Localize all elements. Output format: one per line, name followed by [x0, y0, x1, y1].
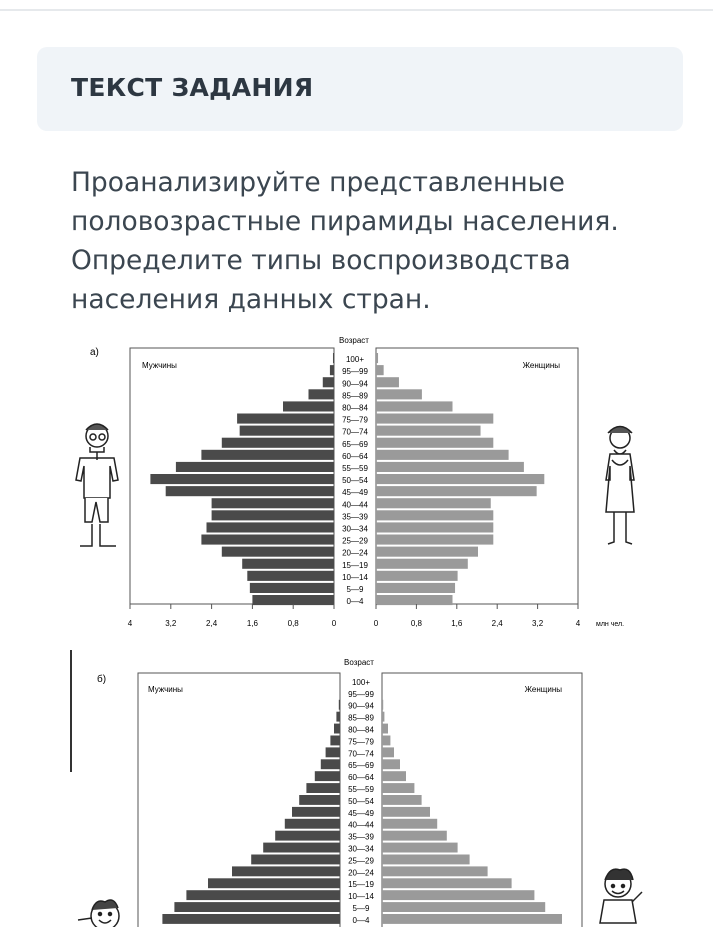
male-bar	[330, 365, 334, 375]
male-bar	[252, 595, 334, 605]
age-group-label: 70—74	[342, 427, 368, 437]
male-bar	[285, 819, 340, 829]
pyramid-chart-b	[0, 648, 713, 927]
x-tick-label: 4	[575, 619, 581, 628]
female-bar	[382, 831, 447, 841]
age-group-label: 55—59	[342, 464, 368, 473]
female-bar	[382, 795, 422, 805]
male-bar	[176, 462, 334, 472]
male-bar	[201, 450, 334, 460]
male-bar	[309, 389, 335, 399]
female-bar	[376, 547, 478, 557]
female-bar	[376, 377, 399, 387]
x-tick-label: 0,8	[410, 619, 422, 628]
question-line: половозрастные пирамиды населения.	[71, 206, 619, 237]
male-bar	[222, 438, 334, 448]
female-bar	[382, 712, 384, 722]
male-bar	[201, 535, 334, 545]
x-tick-label: 4	[127, 619, 133, 628]
male-bar	[333, 353, 334, 363]
male-label: Мужчины	[148, 685, 183, 694]
female-bar	[382, 843, 458, 853]
male-bar	[174, 902, 340, 912]
male-bar	[166, 486, 334, 496]
female-bar	[376, 535, 493, 545]
age-group-label: 0—4	[346, 597, 364, 607]
age-group-label: 25—29	[348, 856, 374, 866]
age-group-label: 65—69	[342, 439, 368, 449]
age-group-label: 85—89	[342, 391, 368, 401]
male-bar	[186, 890, 340, 900]
female-bar	[382, 855, 470, 865]
male-bar	[275, 831, 340, 841]
male-bar	[323, 377, 334, 387]
male-bar	[212, 510, 334, 520]
age-group-label: 90—94	[348, 701, 374, 711]
age-group-label: 25—29	[342, 536, 368, 546]
age-group-label: 15—19	[342, 560, 368, 570]
male-label: Мужчины	[142, 361, 177, 370]
male-bar	[339, 700, 340, 710]
x-tick-label: 0,8	[287, 619, 299, 628]
age-group-label: 70—74	[348, 749, 374, 759]
top-divider	[0, 9, 713, 11]
male-bar	[237, 414, 334, 424]
age-group-label: 40—44	[342, 500, 368, 510]
male-bar	[315, 771, 340, 781]
age-group-label: 100+	[345, 355, 365, 365]
female-bar	[376, 426, 481, 436]
age-group-label: 50—54	[342, 476, 368, 486]
unit-label: млн чел.	[596, 621, 625, 628]
age-group-label: 55—59	[348, 785, 374, 794]
male-bar	[321, 759, 340, 769]
female-bar	[382, 914, 562, 924]
male-bar	[251, 855, 340, 865]
age-group-label: 5—9	[346, 585, 364, 594]
male-bar	[240, 426, 334, 436]
age-group-label: 20—24	[348, 868, 374, 878]
male-bar	[222, 547, 334, 557]
female-bar	[376, 389, 422, 399]
female-bar	[376, 353, 378, 363]
male-bar	[247, 571, 334, 581]
task-header-title: ТЕКСТ ЗАДАНИЯ	[71, 73, 314, 102]
male-bar	[150, 474, 334, 484]
panel-label: б)	[97, 674, 107, 685]
female-bar	[382, 878, 512, 888]
male-bar	[336, 712, 340, 722]
age-group-label: 50—54	[348, 796, 374, 806]
age-group-label: 30—34	[348, 844, 374, 854]
female-bar	[382, 736, 390, 746]
age-group-label: 60—64	[348, 773, 374, 783]
man-illustration	[76, 424, 118, 546]
age-group-label: 75—79	[342, 415, 368, 425]
female-bar	[382, 902, 545, 912]
x-tick-label: 1,6	[246, 619, 258, 628]
male-bar	[250, 583, 334, 593]
age-group-label: 80—84	[342, 403, 368, 413]
male-bar	[162, 914, 340, 924]
age-group-label: 60—64	[342, 451, 368, 461]
age-group-label: 10—14	[342, 572, 368, 582]
age-group-label: 75—79	[348, 737, 374, 747]
x-tick-label: 3,2	[532, 619, 544, 628]
question-line: Определите типы воспроизводства	[71, 245, 571, 276]
age-group-label: 40—44	[348, 820, 374, 830]
age-group-label: 30—34	[342, 524, 368, 534]
female-bar	[376, 522, 493, 532]
age-group-label: 65—69	[348, 761, 374, 771]
female-bar	[382, 819, 437, 829]
female-bar	[376, 438, 493, 448]
axis-title: Возраст	[344, 658, 374, 667]
age-group-label: 20—24	[342, 548, 368, 558]
x-tick-label: 1,6	[451, 619, 463, 628]
male-bar	[212, 498, 334, 508]
age-group-label: 90—94	[342, 379, 368, 389]
male-bar	[326, 747, 340, 757]
female-bar	[382, 807, 430, 817]
female-bar	[376, 474, 544, 484]
age-group-label: 45—49	[348, 808, 374, 818]
female-bar	[382, 866, 488, 876]
female-bar	[376, 401, 453, 411]
x-tick-label: 3,2	[165, 619, 177, 628]
female-bar	[382, 747, 394, 757]
girl-illustration	[600, 869, 642, 923]
female-bar	[382, 771, 406, 781]
female-bar	[382, 890, 534, 900]
female-label: Женщины	[524, 685, 562, 694]
age-group-label: 45—49	[342, 488, 368, 498]
female-bar	[376, 595, 453, 605]
task-header	[37, 47, 683, 131]
x-tick-label: 2,4	[206, 619, 218, 628]
male-bar	[207, 522, 335, 532]
age-group-label: 95—99	[348, 689, 374, 699]
age-group-label: 35—39	[348, 832, 374, 842]
age-group-label: 15—19	[348, 880, 374, 890]
age-group-label: 10—14	[348, 892, 374, 902]
female-bar	[382, 700, 383, 710]
male-bar	[263, 843, 340, 853]
male-bar	[242, 559, 334, 569]
female-bar	[376, 498, 491, 508]
age-group-label: 100+	[351, 677, 371, 687]
female-bar	[376, 462, 524, 472]
pyramid-chart-a	[0, 330, 713, 630]
female-bar	[376, 583, 455, 593]
male-bar	[232, 866, 340, 876]
x-tick-label: 2,4	[491, 619, 503, 628]
female-bar	[376, 571, 458, 581]
female-label: Женщины	[522, 361, 560, 370]
male-bar	[299, 795, 340, 805]
female-bar	[376, 559, 468, 569]
age-group-label: 0—4	[352, 915, 370, 925]
male-bar	[306, 783, 340, 793]
age-group-label: 95—99	[342, 367, 368, 377]
female-bar	[376, 486, 537, 496]
question-text	[71, 163, 671, 319]
male-bar	[334, 724, 340, 734]
age-group-label: 35—39	[342, 512, 368, 522]
x-tick-label: 0	[331, 619, 337, 628]
female-bar	[376, 365, 384, 375]
female-bar	[376, 510, 493, 520]
female-bar	[376, 450, 509, 460]
female-bar	[382, 759, 400, 769]
axis-title: Возраст	[339, 336, 369, 345]
question-line: населения данных стран.	[71, 284, 431, 315]
age-group-label: 5—9	[352, 904, 370, 913]
male-bar	[292, 807, 340, 817]
male-bar	[330, 736, 340, 746]
female-bar	[376, 414, 493, 424]
boy-illustration	[78, 900, 119, 927]
age-group-label: 80—84	[348, 725, 374, 735]
age-group-label: 85—89	[348, 713, 374, 723]
x-tick-label: 0	[373, 619, 379, 628]
panel-label: а)	[90, 347, 99, 358]
woman-illustration	[606, 427, 634, 545]
male-bar	[208, 878, 340, 888]
female-bar	[382, 783, 414, 793]
male-bar	[283, 401, 334, 411]
question-line: Проанализируйте представленные	[71, 167, 565, 198]
female-bar	[382, 724, 388, 734]
